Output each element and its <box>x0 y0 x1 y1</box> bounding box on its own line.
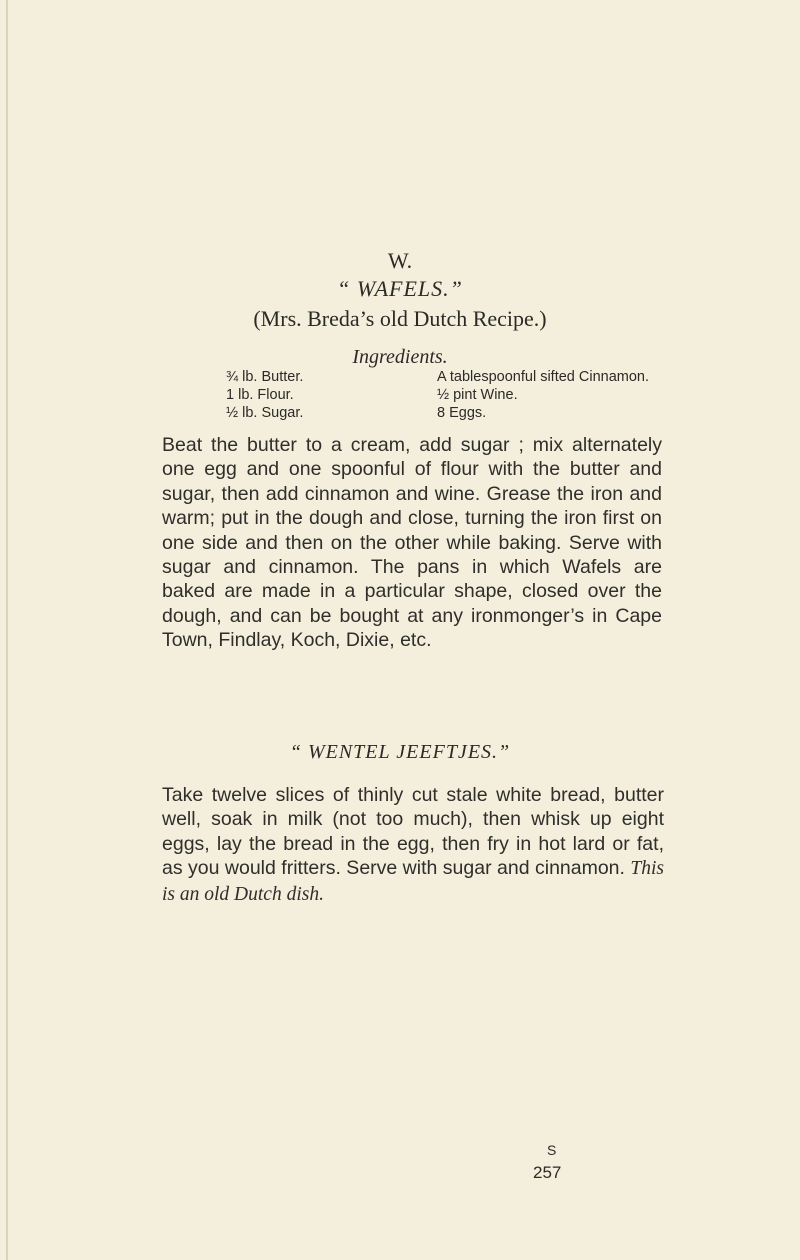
recipe-subtitle: (Mrs. Breda’s old Dutch Recipe.) <box>253 306 547 331</box>
ingredient-item: 8 Eggs. <box>437 405 487 421</box>
recipe-method-wentel-jeeftjes <box>162 783 664 907</box>
recipe-title-wentel-jeeftjes: “ WENTEL JEEFTJES.” <box>289 741 511 763</box>
ingredient-item: 1 lb. Flour. <box>226 387 294 403</box>
recipe-title-wafels: “ WAFELS.” <box>337 276 463 301</box>
closing-note: This is an old Dutch dish. <box>162 858 664 905</box>
ingredient-item: ½ pint Wine. <box>437 387 518 403</box>
signature-mark: S <box>547 1142 557 1158</box>
ingredient-item: ¾ lb. Butter. <box>226 369 304 385</box>
ingredients-right-column <box>437 368 649 422</box>
ingredient-item: A tablespoonful sifted Cinnamon. <box>437 369 649 385</box>
ingredients-heading: Ingredients. <box>352 346 448 368</box>
section-letter: W. <box>387 248 413 273</box>
method-text: Take twelve slices of thinly cut stale white bread, butter well, soak in milk (not too much), then whisk up eight eggs, lay the bread in the egg, then fry in hot lard or fat, as you would fritters. Serve with sugar and cinnamon. <box>162 784 664 880</box>
page-edge <box>6 0 8 1260</box>
recipe-method-wafels: Beat the butter to a cream, add sugar ; mix alternately one egg and one spoonful of flour with the butter and sugar, then add cinnamon and wine. Grease the iron and warm; put in the dough and close, turning the iron first on one side and then on the other while baking. Serve with sugar and cinnamon. The pans in which Wafels are baked are made in a particular shape, closed over the dough, and can be bought at any ironmonger’s in Cape Town, Findlay, Koch, Dixie, etc. <box>162 434 662 652</box>
ingredient-item: ½ lb. Sugar. <box>226 405 304 421</box>
ingredients-left-column <box>226 368 303 422</box>
page-number: 257 <box>533 1163 562 1182</box>
